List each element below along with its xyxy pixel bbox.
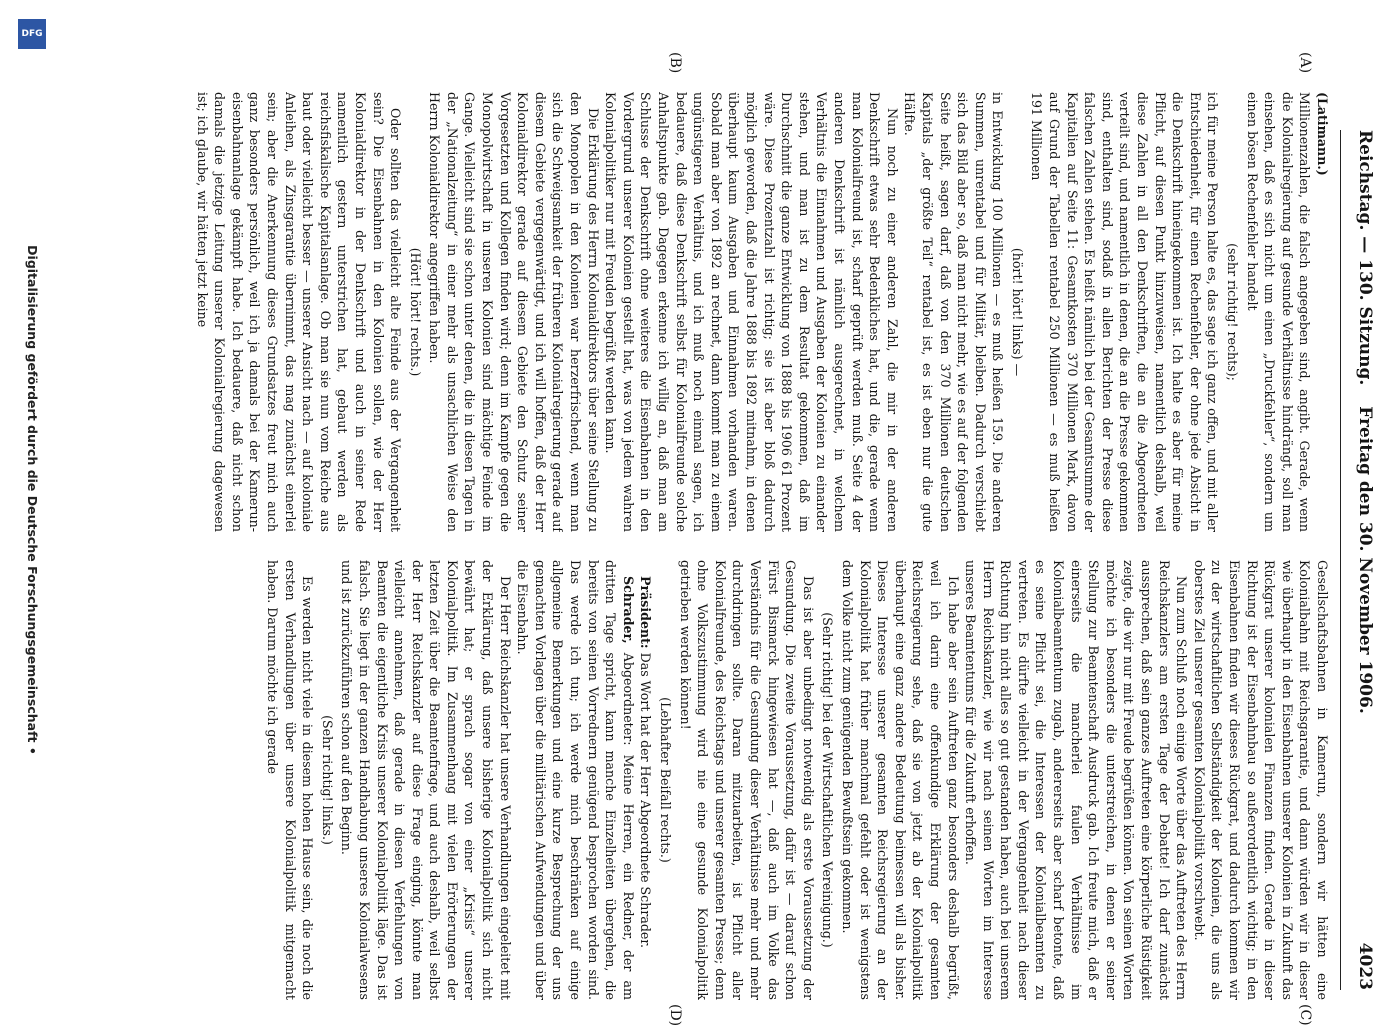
president-text: Das Wort hat der Herr Abgeordnete Schrader. (638, 652, 654, 949)
interjection: (Lebhafter Beifall rechts.) (658, 697, 674, 863)
margin-marker-d: (D) (667, 1004, 683, 1026)
paragraph: Ich habe aber sein Auftreten ganz besonders deshalb begrüßt, weil ich darin eine offenkundige Erklärung der gesamten Reichsregierung sehe, daß sie von jetzt ab der Kolonialpolitik überhaupt eine ganz andere Bedeutung beimessen will als bisher. Dieses Interesse unserer gesamten Reichsregierung an der Kolonialpolitik hat früher manchmal gefehlt oder ist wenigstens dem Volke nicht zum genügenden Bewußtsein gekommen. (839, 560, 961, 1000)
paragraph: Oder sollten das vielleicht alte Feinde aus der Vergangenheit sein? Die Eisenbahnen in den Kolonien sollen, wie der Herr Kolonialdirektor in der Denkschrift und auch in seiner Rede namentlich gestern unterstrichen hat, gebaut werden als reichsfiskalische Kapitalsanlage. Ob man sie nun vom Reiche aus baut oder vielleicht besser — unserer Ansicht nach — auf koloniale Anleihen, als Zinsgarantie übernimmt, das mag zunächst einerlei sein; aber die Anerkennung dieses Grundsatzes freut mich auch ganz besonders persönlich, weil ich ja damals bei der Kamerun-eisenbahnanlage gekämpft habe. Ich bedauere, daß nicht schon damals die jetzige Leitung unserer Kolonialregierung dagewesen ist; ich glaube, wir hätten jetzt keine (194, 92, 404, 532)
speaker-name: Schrader, (620, 576, 636, 644)
header-session: Reichstag. — 130. Sitzung. (1355, 130, 1375, 386)
column-right (66, 560, 1331, 1000)
margin-marker-a: (A) (1297, 52, 1313, 74)
paragraph: Das ist aber unbedingt notwendig als erste Voraussetzung der Gesundung. Die zweite Voraussetzung, dafür ist — darauf schon Fürst Bismarck hingewiesen hat —, daß auch im Volke das Verständnis für die Gesundung dieser Verhältnisse mehr und mehr durchdringen sollte. Daran mitzuarbeiten, ist Pflicht aller Kolonialfreunde, des Reichstags und unserer gesamten Presse; denn ohne Volkszustimmung wird nie eine gesunde Kolonialpolitik getrieben werden können! (677, 560, 816, 1000)
interjection: (sehr richtig! rechts); (1225, 243, 1241, 381)
paragraph: Nun noch zu einer anderen Zahl, die mir in der anderen Denkschrift etwas sehr Bedenkliches hat, und die, gerade wenn man Kolonialfreund ist, scharf geprüft werden muß. Seite 4 der anderen Denkschrift ist nämlich ausgerechnet, in welchem Verhältnis die Einnahmen und Ausgaben der Kolonien zu einander stehen, und man ist zu dem Resultat gekommen, daß im Durchschnitt die ganze Entwicklung von 1888 bis 1906 61 Prozent wäre. Diese Prozentzahl ist richtig; sie ist aber bloß dadurch möglich geworden, daß die Jahre 1888 bis 1892 mitnahm, in denen überhaupt kaum Ausgaben und Einnahmen vorhanden waren. Sobald man aber von 1892 an rechnet, dann kommt man zu einem ungünstigeren Verhältnis, und ich muß noch einmal sagen, ich bedauere, daß diese Denkschrift selbst für Kolonialfreunde solche Anhaltspunkte gab. Dagegen erkenne ich willig an, daß man am Schlusse der Denkschrift ohne weiteres die Eisenbahnen in den Vordergrund unserer Kolonien gestellt hat, was von jedem wahren Kolonialpolitiker nur mit Freuden begrüßt werden kann. (603, 92, 900, 532)
paragraph: ich für meine Person halte es, das sage ich ganz offen, und mit aller Entschiedenheit, für einen Rechenfehler, der ohne jede Absicht in die Denkschrift hineingekommen ist. Ich halte es aber für meine Pflicht, auf diesen Punkt hinzuweisen, namentlich deshalb, weil diese Zahlen in all den Denkschriften, die an die Abgeordneten verteilt sind, und namentlich in denen, die an die Presse gekommen sind, enthalten sind, sodaß in allen Berichten der Presse diese falschen Zahlen stehen. Es heißt nämlich bei der Gesamtsumme der Kapitalien auf Seite 11: Gesamtkosten 370 Millionen Mark, davon auf Grund der Tabellen rentabel 250 Millionen — es muß heißen 191 Millionen (1029, 92, 1221, 532)
paragraph: Millionenzahlen, die falsch angegeben sind, angibt. Gerade, wenn die Kolonialregierung auf gesunde Verhältnisse hindrängt, soll man einsehen, daß es sich nicht um einen „Druckfehler“, sondern um einen bösen Rechenfehler handelt (1244, 92, 1313, 532)
speaker-paragraph (514, 560, 637, 1000)
interjection: (hört! hört! links) — (1009, 247, 1025, 377)
paragraph: Nun zum Schluß noch einige Worte über das Auftreten des Herrn Reichskanzlers am ersten Tage der Debatte! Ich darf zunächst aussprechen, daß sein ganzes Auftreten eine körperliche Rüstigkeit zeigte, die wir nur mit Freude begrüßen können. Von seinen Worten möchte ich besonders die unterstreichen, in denen er seiner Stellung zur Beamtenschaft Ausdruck gab. Ich freute mich, daß er einerseits die mancherlei faulen Verhältnisse im Kolonialbeamtentum zugab, andererseits aber scharf betonte, daß es seine Pflicht sei, die Interessen der Kolonialbeamten zu vertreten. Es dürfte vielleicht in der Vergangenheit nach dieser Richtung hin nicht alles so gut gestanden haben, auch bei unserem Herrn Reichskanzler, wie wir nach seinen Worten im Interesse unseres Beamtentums für die Zukunft erhoffen. (963, 560, 1190, 1000)
header-rule (1340, 130, 1341, 990)
margin-marker-b: (B) (667, 52, 683, 74)
header-date: Freitag den 30. November 1906. (1355, 406, 1375, 714)
paragraph: Die Erklärung des Herrn Kolonialdirektors über seine Stellung zu den Monopolen in den Kolonien war herzerfrischend, wenn man sich die Schweigsamkeit der früheren Kolonialregierung gerade auf diesem Gebiete vergegenwärtigt, und ich will hoffen, daß der Herr Kolonialdirektor gerade auf diesem Gebiete den Schutz seiner Vorgesetzten und Kollegen finden wird; denn im Kampfe gegen die Monopolwirtschaft in unseren Kolonien sind mächtige Feinde im Gange. Vielleicht sind sie schon unter denen, die in diesen Tagen in der „Nationalzeitung“ in einer mehr als unsachlichen Weise den Herrn Kolonialdirektor angegriffen haben. (427, 92, 601, 532)
speaker-header: (Latimann.) (1315, 92, 1330, 176)
digitization-credit: Digitalisierung gefördert durch die Deutsche Forschungsgemeinschaft • (25, 245, 40, 755)
paragraph: Gesellschaftsbahnen in Kamerun, sondern wir hätten eine Kolonialbahn mit Reichsgarantie, und dann würden wir in dieser wie überhaupt in den Eisenbahnen unserer Kolonien in Zukunft das Rückgrat unserer kolonialen Finanzen finden. Gerade in dieser Richtung ist der Eisenbahnbau so außerordentlich wichtig; in den Eisenbahnen finden wir dieses Rückgrat, und dadurch kommen wir zu der wirtschaftlichen Selbständigkeit der Kolonien, die uns als oberstes Ziel unserer gesamten Kolonialpolitik vorschwebt. (1191, 560, 1330, 1000)
margin-marker-c: (C) (1297, 1004, 1313, 1026)
president-statement (637, 560, 655, 1000)
president-label: Präsident: (638, 576, 654, 649)
interjection: (Sehr richtig! links.) (319, 715, 335, 845)
paragraph: Abgeordneter: Meine Herren, ein Redner, der am dritten Tage spricht, kann manche Einzelheiten übergehen, die bereits von seinen Vorrednern genügend besprochen worden sind. Das werde ich tun; ich werde mich beschränken auf einige allgemeine Bemerkungen und eine kurze Besprechung der uns gemachten Vorlagen über die militärischen Aufwendungen und über die Eisenbahn. (515, 560, 636, 1000)
page-number: 4023 (1355, 942, 1375, 990)
interjection: (Hört! hört! rechts.) (407, 247, 423, 377)
paragraph: Es werden nicht viele in diesem hohen Hause sein, die noch die ersten Verhandlungen über unsere Kolonialpolitik mitgemacht haben. Darum möchte ich gerade (264, 560, 316, 1000)
column-left (66, 92, 1331, 532)
interjection: (Sehr richtig! bei der Wirtschaftlichen Vereinigung.) (820, 612, 836, 948)
page-header (1341, 130, 1375, 990)
paragraph: Der Herr Reichskanzler hat unsere Verhandlungen eingeleitet mit der Erklärung, daß unsere bisherige Kolonialpolitik sich nicht bewährt hat; er sprach sogar von einer „Krisis“ unserer Kolonialpolitik. Im Zusammenhang mit vielen Erörterungen der letzten Zeit über die Beamtenfrage, und auch deshalb, weil selbst der Herr Reichskanzler auf diese Frage einging, könnte man vielleicht annehmen, daß gerade in diesen Verfehlungen von Beamten die eigentliche Krisis unserer Kolonialpolitik läge. Das ist falsch. Sie liegt in der ganzen Handhabung unseres Kolonialwesens und ist zurückzuführen schon auf den Beginn. (339, 560, 513, 1000)
paragraph: in Entwicklung 100 Millionen — es muß heißen 159. Die anderen Summen, unrentabel und für Militär, bleiben. Dadurch verschiebt sich das Bild aber so, daß man nicht mehr, wie es auf der folgenden Seite heißt, sagen darf, daß von den 370 Millionen deutschen Kapitals „der größte Teil“ rentabel ist, es ist eben nur die gute Hälfte. (902, 92, 1006, 532)
dfg-logo: DFG (18, 19, 46, 49)
